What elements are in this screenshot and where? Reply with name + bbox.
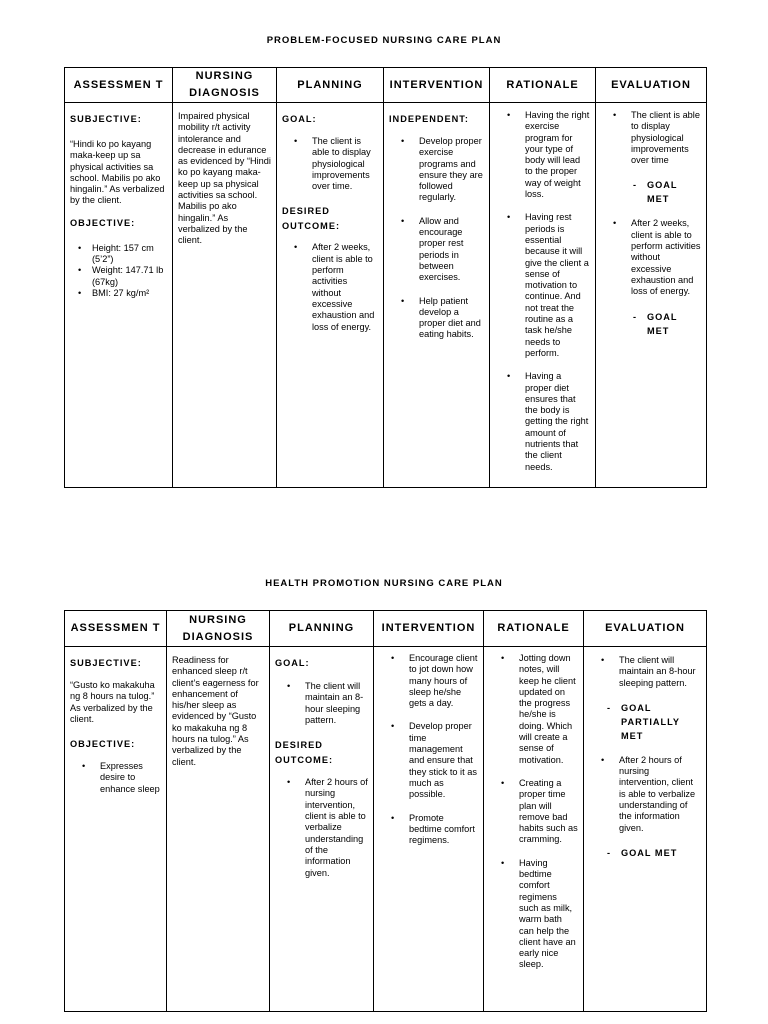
list-item: • Expresses desire to enhance sleep <box>70 761 161 795</box>
list-item: • Creating a proper time plan will remove bad habits such as cramming. <box>489 778 578 846</box>
list-item: • Having a proper diet ensures that the body is getting the right amount of nutrients that the client needs. <box>495 371 590 473</box>
intervention-list <box>379 653 478 846</box>
goal-list <box>282 136 378 192</box>
subjective-label: SUBJECTIVE: <box>70 658 142 668</box>
evaluation-list <box>601 218 701 297</box>
diagnosis-text: Readiness for enhanced sleep r/t client’s eagerness for enhancement of his/her sleep as evidenced by “Gusto ko makakuha ng 8 hours na tulog.” As verbalized by the client. <box>172 655 259 767</box>
plan1-evaluation-cell <box>596 103 707 488</box>
list-item: • The client will maintain an 8-hour sleeping pattern. <box>275 681 368 726</box>
header-nursing-diagnosis: NURSING DIAGNOSIS <box>173 68 277 103</box>
header-nursing-diagnosis: NURSING DIAGNOSIS <box>167 611 270 647</box>
objective-label: OBJECTIVE: <box>70 217 136 228</box>
intervention-list <box>389 136 484 341</box>
list-item: • Help patient develop a proper diet and eating habits. <box>389 296 484 341</box>
plan2-intervention-cell <box>374 647 484 1012</box>
evaluation-list <box>601 110 701 166</box>
goal-label: GOAL: <box>282 114 317 124</box>
goal-list <box>275 681 368 726</box>
evaluation-list <box>589 655 701 689</box>
list-item: • Promote bedtime comfort regimens. <box>379 813 478 847</box>
plan1-planning-cell <box>277 103 384 488</box>
outcome-list <box>275 777 368 879</box>
plan2-evaluation-cell <box>584 647 707 1012</box>
goal-status: - GOAL MET <box>607 847 678 858</box>
rationale-list <box>495 110 590 473</box>
diagnosis-text: Impaired physical mobility r/t activity intolerance and decrease in edurance as evidenced by “Hindi ko po kayang maka-keep up sa physical activities sa school. Mabilis po ako hingalin.” As verbalized by the client. <box>178 111 271 246</box>
subjective-text: “Hindi ko po kayang maka-keep up sa physical activities sa school. Mabilis po ako hingalin.” As verbalized by the client. <box>70 139 165 206</box>
objective-label: OBJECTIVE: <box>70 739 136 750</box>
plan1-table <box>64 67 707 488</box>
independent-label: INDEPENDENT: <box>389 114 469 124</box>
plan1-title: PROBLEM-FOCUSED NURSING CARE PLAN <box>266 35 502 46</box>
header-rationale: RATIONALE <box>490 68 596 103</box>
header-assessment: ASSESSMEN T <box>65 68 173 103</box>
header-evaluation: EVALUATION <box>596 68 707 103</box>
plan2-table <box>64 610 707 1012</box>
header-rationale: RATIONALE <box>484 611 584 647</box>
list-item: • BMI: 27 kg/m² <box>70 288 167 299</box>
plan1-rationale-cell <box>490 103 596 488</box>
plan1-header-row <box>65 68 707 103</box>
list-item: • After 2 weeks, client is able to perform activities without excessive exhaustion and loss of energy. <box>282 242 378 332</box>
list-item: • Having the right exercise program for your type of body will lead to the proper way of weight loss. <box>495 110 590 200</box>
desired-outcome-label: DESIRED OUTCOME: <box>275 740 334 766</box>
header-assessment: ASSESSMEN T <box>65 611 167 647</box>
header-evaluation: EVALUATION <box>584 611 707 647</box>
list-item: • Develop proper time management and ensure that they stick to it as much as possible. <box>379 721 478 800</box>
objective-list <box>70 243 167 299</box>
goal-status: - GOAL PARTIALLY MET <box>607 702 680 741</box>
list-item: • Height: 157 cm (5’2”) <box>70 243 167 266</box>
plan2-title: HEALTH PROMOTION NURSING CARE PLAN <box>265 578 503 589</box>
subjective-text: “Gusto ko makakuha ng 8 hours na tulog.” As verbalized by the client. <box>70 680 155 724</box>
list-item: • After 2 weeks, client is able to perform activities without excessive exhaustion and loss of energy. <box>601 218 701 297</box>
header-intervention: INTERVENTION <box>374 611 484 647</box>
plan1-intervention-cell <box>384 103 490 488</box>
header-planning: PLANNING <box>270 611 374 647</box>
plan2-rationale-cell <box>484 647 584 1012</box>
goal-status: - GOAL MET <box>633 180 678 205</box>
list-item: • After 2 hours of nursing intervention, client is able to verbalize understanding of the information given. <box>275 777 368 879</box>
rationale-list <box>489 653 578 971</box>
list-item: • The client is able to display physiological improvements over time. <box>282 136 378 192</box>
plan1-diagnosis-cell <box>173 103 277 488</box>
list-item: • Weight: 147.71 lb (67kg) <box>70 265 167 288</box>
plan2-header-row <box>65 611 707 647</box>
outcome-list <box>282 242 378 332</box>
subjective-label: SUBJECTIVE: <box>70 114 142 124</box>
header-intervention: INTERVENTION <box>384 68 490 103</box>
list-item: • Jotting down notes, will keep he client updated on the progress he/she is doing. Which will create a sense of motivation. <box>489 653 578 766</box>
goal-status: - GOAL MET <box>633 311 678 336</box>
desired-outcome-label: DESIRED OUTCOME: <box>282 206 341 232</box>
list-item: • After 2 hours of nursing intervention, client is able to verbalize understanding of the information given. <box>589 755 701 834</box>
list-item: • Having rest periods is essential because it will give the client a sense of motivation to continue. And not treat the routine as a task he/she needs to perform. <box>495 212 590 359</box>
plan1-assessment-cell <box>65 103 173 488</box>
list-item: • Develop proper exercise programs and ensure they are followed regularly. <box>389 136 484 204</box>
evaluation-list <box>589 755 701 834</box>
plan2-body-row <box>65 647 707 1012</box>
list-item: • Allow and encourage proper rest periods in between exercises. <box>389 216 484 284</box>
plan2-diagnosis-cell <box>167 647 270 1012</box>
list-item: • The client is able to display physiological improvements over time <box>601 110 701 166</box>
header-planning: PLANNING <box>277 68 384 103</box>
plan1-body-row <box>65 103 707 488</box>
goal-label: GOAL: <box>275 658 310 668</box>
plan2-assessment-cell <box>65 647 167 1012</box>
objective-list <box>70 761 161 795</box>
plan2-planning-cell <box>270 647 374 1012</box>
list-item: • Having bedtime comfort regimens such as milk, warm bath can help the client have an early nice sleep. <box>489 858 578 971</box>
list-item: • Encourage client to jot down how many hours of sleep he/she gets a day. <box>379 653 478 709</box>
list-item: • The client will maintain an 8-hour sleeping pattern. <box>589 655 701 689</box>
